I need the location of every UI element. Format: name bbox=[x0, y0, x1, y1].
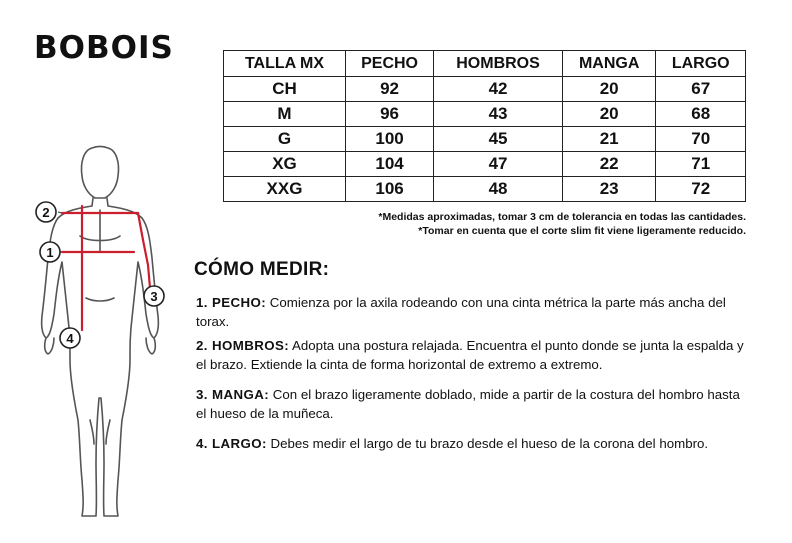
instruction-label: 2. HOMBROS: bbox=[196, 338, 290, 353]
table-cell: 70 bbox=[656, 127, 746, 152]
table-cell: 71 bbox=[656, 152, 746, 177]
table-cell: 45 bbox=[434, 127, 563, 152]
column-header: TALLA MX bbox=[224, 51, 346, 77]
column-header: LARGO bbox=[656, 51, 746, 77]
marker-label: 4 bbox=[66, 331, 74, 346]
marker-1 bbox=[40, 242, 60, 262]
table-row bbox=[224, 102, 746, 127]
table-row bbox=[224, 127, 746, 152]
marker-label: 2 bbox=[42, 205, 50, 220]
table-cell: 72 bbox=[656, 177, 746, 202]
column-header: HOMBROS bbox=[434, 51, 563, 77]
table-cell: 20 bbox=[562, 77, 656, 102]
marker-2 bbox=[36, 202, 56, 222]
instruction-sleeve bbox=[196, 385, 748, 423]
instruction-label: 1. PECHO: bbox=[196, 295, 267, 310]
how-to-measure-heading: CÓMO MEDIR: bbox=[194, 259, 330, 280]
table-cell: 92 bbox=[345, 77, 433, 102]
slim-fit-note: *Tomar en cuenta que el corte slim fit viene ligeramente reducido. bbox=[418, 225, 746, 237]
footnotes bbox=[360, 210, 746, 238]
table-header-row bbox=[224, 51, 746, 77]
table-cell: 96 bbox=[345, 102, 433, 127]
instruction-text: Comienza por la axila rodeando con una cinta métrica la parte más ancha del torax. bbox=[196, 295, 726, 329]
instruction-length bbox=[196, 434, 748, 453]
table-cell: 67 bbox=[656, 77, 746, 102]
table-cell: 21 bbox=[562, 127, 656, 152]
table-cell: M bbox=[224, 102, 346, 127]
table-cell: 43 bbox=[434, 102, 563, 127]
marker-4 bbox=[60, 328, 80, 348]
table-cell: 100 bbox=[345, 127, 433, 152]
instruction-label: 3. MANGA: bbox=[196, 387, 270, 402]
sleeve-measure-line bbox=[138, 213, 150, 288]
human-body-outline-icon bbox=[0, 0, 200, 543]
instruction-chest bbox=[196, 293, 748, 331]
table-row bbox=[224, 152, 746, 177]
instruction-text: Con el brazo ligeramente doblado, mide a partir de la costura del hombro hasta el hueso de la muñeca. bbox=[196, 387, 740, 421]
table-cell: 23 bbox=[562, 177, 656, 202]
table-cell: 106 bbox=[345, 177, 433, 202]
table-cell: 47 bbox=[434, 152, 563, 177]
marker-label: 1 bbox=[46, 245, 54, 260]
table-cell: CH bbox=[224, 77, 346, 102]
table-cell: 22 bbox=[562, 152, 656, 177]
table-cell: G bbox=[224, 127, 346, 152]
table-cell: 104 bbox=[345, 152, 433, 177]
table-row bbox=[224, 77, 746, 102]
instruction-shoulders bbox=[196, 336, 748, 374]
table-cell: 48 bbox=[434, 177, 563, 202]
table-cell: 68 bbox=[656, 102, 746, 127]
column-header: MANGA bbox=[562, 51, 656, 77]
marker-label: 3 bbox=[150, 289, 158, 304]
tolerance-note: *Medidas aproximadas, tomar 3 cm de tolerancia en todas las cantidades. bbox=[378, 211, 746, 223]
size-table bbox=[223, 50, 746, 202]
instruction-text: Adopta una postura relajada. Encuentra el punto donde se junta la espalda y el brazo. Extiende la cinta de forma horizontal de extremo a extremo. bbox=[196, 338, 744, 372]
marker-3 bbox=[144, 286, 164, 306]
table-cell: 42 bbox=[434, 77, 563, 102]
column-header: PECHO bbox=[345, 51, 433, 77]
instruction-text: Debes medir el largo de tu brazo desde el hueso de la corona del hombro. bbox=[266, 436, 709, 451]
instruction-label: 4. LARGO: bbox=[196, 436, 267, 451]
table-cell: XG bbox=[224, 152, 346, 177]
brand-title: BOBOIS bbox=[34, 30, 174, 66]
body-silhouette bbox=[42, 147, 159, 517]
table-row bbox=[224, 177, 746, 202]
table-cell: 20 bbox=[562, 102, 656, 127]
table-cell: XXG bbox=[224, 177, 346, 202]
